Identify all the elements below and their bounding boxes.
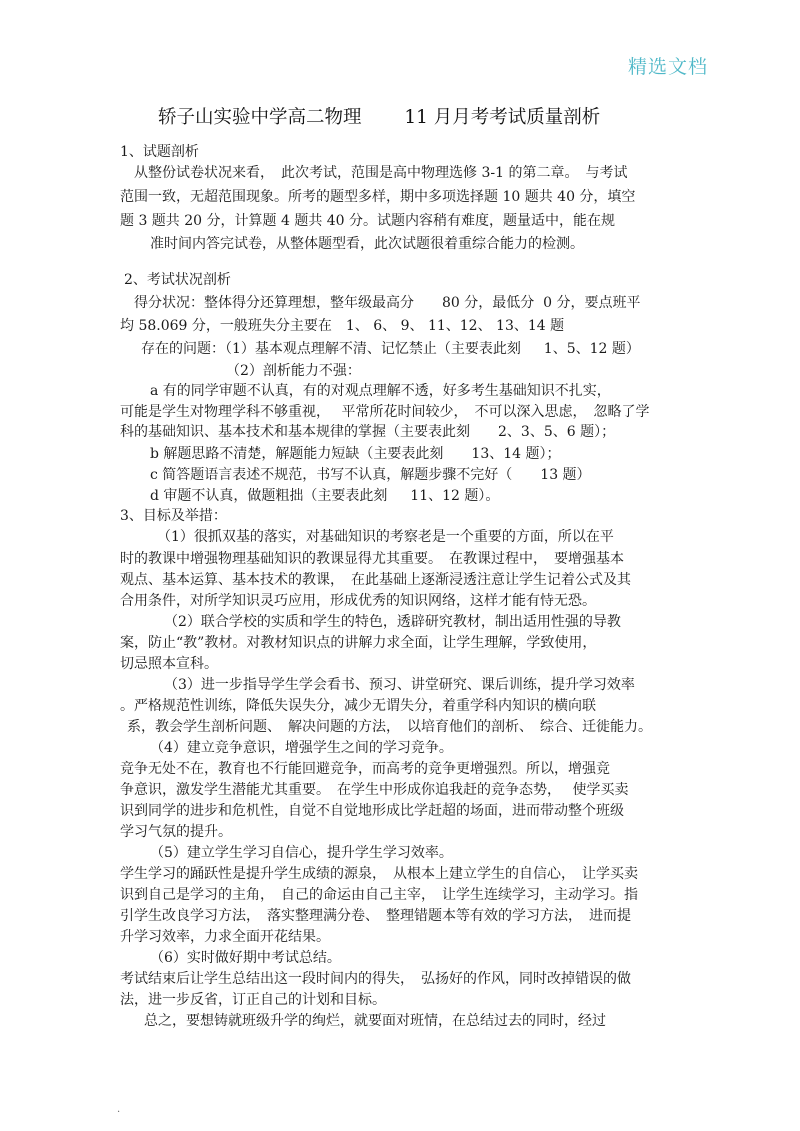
watermark-text: 精选文档 [628, 56, 709, 78]
document-title: 轿子山实验中学高二物理 11 月月考考试质量剖析 [158, 107, 601, 128]
body-line: （2）联合学校的实质和学生的特色，透辟研究教材，制出适用性强的导教 [164, 614, 621, 630]
body-line: d 审题不认真，做题粗拙（主要表此刻 11、12 题）。 [150, 488, 500, 504]
body-line: 学习气氛的提升。 [120, 824, 232, 840]
body-line: 识到同学的进步和危机性，自觉不自觉地形成比学赶超的场面，进而带动整个班级 [120, 803, 624, 819]
body-line: 案，防止“教”教材。对教材知识点的讲解力求全面，让学生理解，学致使用， [120, 635, 597, 651]
body-line: 。严格规范性训练，降低失误失分，减少无谓失分，着重学科内知识的横向联 [120, 698, 596, 714]
body-line: 学生学习的踊跃性是提升学生成绩的源泉， 从根本上建立学生的自信心， 让学买卖 [120, 866, 638, 882]
body-line: （2）剖析能力不强： [226, 363, 361, 379]
body-line: （3）进一步指导学生学会看书、预习、讲堂研究、课后训练，提升学习效率 [164, 677, 635, 693]
body-line: 识到自己是学习的主角， 自己的命运由自己主宰， 让学生连续学习，主动学习。指 [120, 887, 638, 903]
body-line: 总之，要想铸就班级升学的绚烂，就要面对班情，在总结过去的同时，经过 [130, 1013, 606, 1029]
body-line: 法，进一步反省，订正自己的计划和目标。 [120, 992, 386, 1008]
body-line: 切忌照本宣科。 [120, 656, 218, 672]
body-line: 竞争无处不在，教育也不行能回避竞争，而高考的竞争更增强烈。所以，增强竞 [120, 761, 610, 777]
body-line: 升学习效率，力求全面开花结果。 [120, 929, 330, 945]
body-line: （4）建立竞争意识，增强学生之间的学习竞争。 [150, 740, 453, 756]
body-line: 1、试题剖析 [120, 144, 199, 160]
body-line: 争意识，激发学生潜能尤其重要。 在学生中形成你追我赶的竞争态势， 使学买卖 [120, 782, 629, 798]
body-line: 准时间内答完试卷，从整体题型看，此次试题很着重综合能力的检测。 [150, 236, 584, 252]
body-line: 可能是学生对物理学科不够重视， 平常所花时间较少， 不可以深入思虑， 忽略了学 [120, 404, 650, 420]
body-line: 合用条件，对所学知识灵巧应用，形成优秀的知识网络，这样才能有恃无恐。 [120, 593, 596, 609]
footer-mark: . [117, 1104, 121, 1115]
body-line: 3、目标及举措： [120, 508, 227, 524]
body-line: a 有的同学审题不认真，有的对观点理解不透，好多考生基础知识不扎实， [150, 383, 611, 399]
body-line: 时的教课中增强物理基础知识的教课显得尤其重要。 在教课过程中， 要增强基本 [120, 551, 624, 567]
body-line: 得分状况：整体得分还算理想，整年级最高分 80 分，最低分 0 分，要点班平 [120, 295, 641, 311]
body-line: 观点、基本运算、基本技术的教课， 在此基础上逐渐浸透注意让学生记着公式及其 [120, 572, 631, 588]
body-line: （6）实时做好期中考试总结。 [150, 950, 341, 966]
body-line: 存在的问题：（1）基本观点理解不清、记忆禁止（主要表此刻 1、5、12 题） [127, 341, 640, 357]
body-line: （1）很抓双基的落实，对基础知识的考察老是一个重要的方面，所以在平 [150, 529, 614, 545]
body-line: 从整份试卷状况来看， 此次考试，范围是高中物理选修 3-1 的第二章。 与考试 [120, 165, 628, 181]
body-line: 引学生改良学习方法， 落实整理满分卷、 整理错题本等有效的学习方法， 进而提 [120, 908, 631, 924]
body-line: 考试结束后让学生总结出这一段时间内的得失， 弘扬好的作风，同时改掉错误的做 [120, 971, 631, 987]
body-line: b 解题思路不清楚，解题能力短缺（主要表此刻 13、14 题）； [150, 446, 561, 462]
body-line: 科的基础知识、基本技术和基本规律的掌握（主要表此刻 2、3、5、6 题）； [120, 424, 616, 440]
body-line: （5）建立学生学习自信心，提升学生学习效率。 [150, 845, 453, 861]
body-line: 2、考试状况剖析 [124, 272, 231, 288]
body-line: 均 58.069 分，一般班失分主要在 1、 6、 9、 11、12、 13、14 题 [120, 318, 565, 334]
body-line: 系，教会学生剖析问题、 解决问题的方法， 以培育他们的剖析、 综合、迁徙能力。 [127, 719, 652, 735]
body-line: 范围一致，无超范围现象。所考的题型多样，期中多项选择题 10 题共 40 分，填空 [120, 189, 636, 205]
body-line: 题 3 题共 20 分，计算题 4 题共 40 分。试题内容稍有难度，题量适中，能在规 [120, 213, 616, 229]
body-line: c 简答题语言表述不规范，书写不认真，解题步骤不完好（ 13 题） [150, 467, 591, 483]
